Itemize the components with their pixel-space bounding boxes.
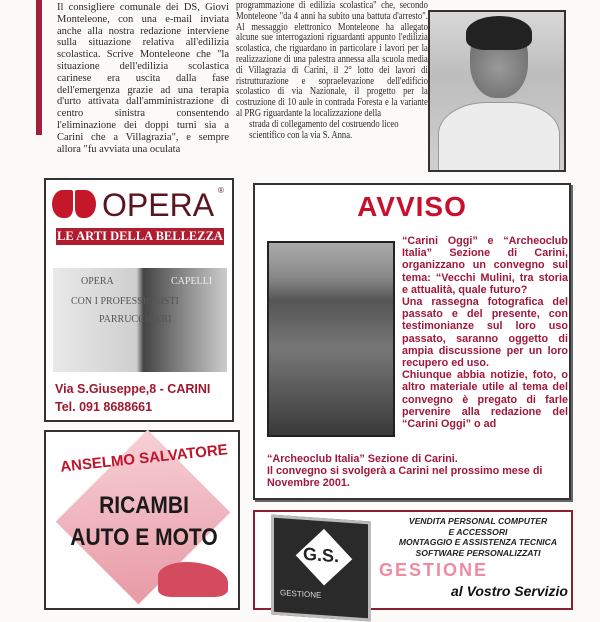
portrait-photo: [428, 10, 566, 172]
avviso-footer: [267, 453, 567, 490]
margin-bar: [36, 0, 42, 135]
article-column-2: [236, 1, 428, 141]
opera-address: Via S.Giuseppe,8 - CARINI: [55, 382, 211, 396]
service-line: VENDITA PERSONAL COMPUTER: [408, 516, 548, 526]
gs-logo: G.S.: [302, 543, 339, 567]
mill-ruins-photo: [267, 241, 395, 437]
ricambi-owner: ANSELMO SALVATORE: [59, 441, 229, 476]
gs-services: [383, 516, 573, 558]
avviso-title: AVVISO: [357, 191, 467, 222]
ricambi-line1: RICAMBI: [99, 492, 189, 519]
portrait-body: [438, 102, 560, 172]
butterfly-icon: [52, 188, 96, 222]
registered-mark: ®: [218, 186, 224, 195]
article-column-2-end: strada di collegamento del costruendo liceo scientifico con la via S. Anna.: [249, 118, 399, 141]
article-column-2-text: programmazione di edilizia scolastica" che, secondo Monteleone "da 4 anni ha subito una battuta d'arresto". Al messaggio elettronico Monteleone ha allegato alcune sue interrogazioni riguardanti appunto l'edilizia scolastica, che riguardano in particolare i lavori per la realizzazione di una palestra annessa alla scuola media di Villagrazia di Carini, il 2° lotto dei lavori di ristrutturazione e sopraelevazione dell'edificio scolastico di via Nazionale, il progetto per la costruzione di 10 aule in contrada Foresta e la variante al PRG riguardante la localizzazione della: [236, 0, 428, 119]
service-line: E ACCESSORI: [448, 526, 508, 537]
opera-tagline: LE ARTI DELLA BELLEZZA: [57, 229, 223, 243]
gs-slogan: al Vostro Servizio: [451, 583, 568, 599]
avviso-paragraph: “Archeoclub Italia” Sezione di Carini.: [267, 453, 458, 465]
photo-text: CON I PROFESSIONISTI: [71, 296, 179, 307]
gs-logo-small: GESTIONE: [280, 588, 322, 601]
portrait-hair: [466, 16, 532, 50]
avviso-paragraph: Il convegno si svolgerà a Carini nel prossimo mese di Novembre 2001.: [267, 465, 543, 490]
article-column-1: Il consigliere comunale dei DS, Giovi Monteleone, con una e-mail inviata anche alla nostra redazione interviene sulla situazione relativa all'edilizia scolastica. Scrive Monteleone che "la situazione dell'edilizia scolastica carinese era uscita dalla fase dell'emergenza grazie ad una terapia d'urto attivata dall'amministrazione di centro sinistra consentendo l'eliminazione dei doppi turni sia a Carini che a Villagrazia", e sempre allora "fu avviata una oculata: [57, 2, 229, 155]
photo-text: PARRUCCHIERI: [99, 314, 172, 325]
avviso-body: [402, 235, 568, 430]
photo-text: CAPELLI: [171, 276, 213, 287]
opera-brand: OPERA: [102, 187, 215, 223]
ricambi-line2: AUTO E MOTO: [70, 524, 218, 551]
opera-logo: [52, 186, 228, 226]
opera-advertisement: [44, 178, 234, 422]
motorcycle-image: [158, 562, 228, 597]
opera-photo: [53, 268, 227, 372]
monitor-image: [271, 515, 371, 622]
avviso-paragraph: Una rassegna fotografica del passato e del presente, con testimonianze sul loro uso passato, saranno oggetto di ampia discussione per un loro recupero ed uso.: [402, 296, 568, 370]
avviso-box: [253, 183, 571, 500]
service-line: MONTAGGIO E ASSISTENZA TECNICA: [398, 537, 558, 547]
gs-brand: GESTIONE: [379, 560, 489, 580]
ricambi-advertisement: [44, 430, 240, 610]
opera-phone: Tel. 091 8688661: [55, 400, 153, 414]
gestione-advertisement: [253, 510, 573, 610]
service-line: SOFTWARE PERSONALIZZATI: [415, 547, 541, 558]
photo-text: OPERA: [81, 276, 114, 287]
avviso-paragraph: Chiunque abbia notizie, foto, o altro materiale utile al tema del convegno è pregato di farle pervenire alla redazione del “Carini Oggi” o ad: [402, 369, 568, 431]
avviso-paragraph: “Carini Oggi” e “Archeoclub Italia” Sezione di Carini, organizzano un convegno sul tema: “Vecchi Mulini, tra storia e attualità, quale futuro?: [402, 235, 568, 296]
